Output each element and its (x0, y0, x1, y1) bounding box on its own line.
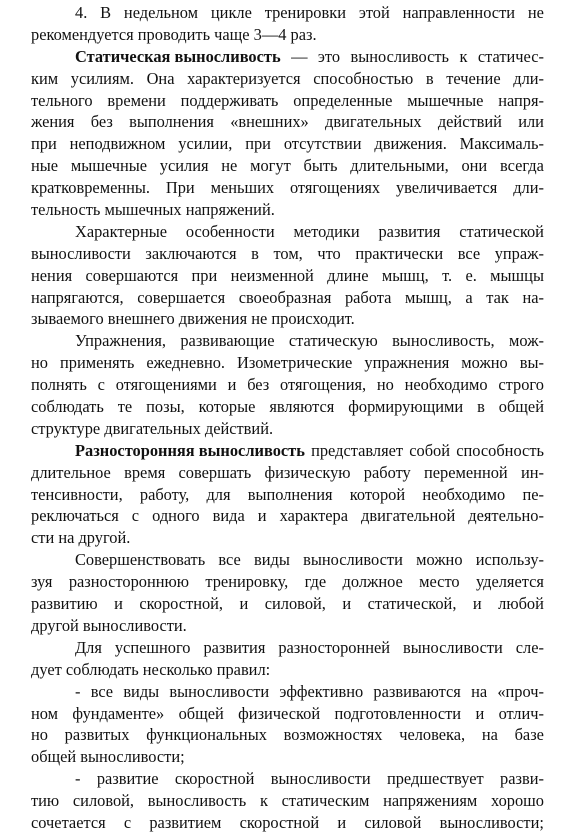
word: время (124, 462, 166, 482)
word: длительное (31, 462, 111, 482)
word: цикле (210, 3, 252, 22)
word: или (518, 112, 544, 132)
word: усилии, (178, 134, 233, 154)
word: движения (178, 309, 248, 329)
word: При (165, 178, 195, 198)
word: другой (31, 615, 79, 635)
word: развития (203, 637, 266, 657)
word: возможностях (283, 725, 383, 745)
word: внешнего (107, 309, 175, 329)
word: том, (273, 243, 303, 263)
word: и (114, 594, 123, 614)
word: развитием (149, 812, 222, 832)
word: выносливость (147, 791, 247, 811)
word: использу- (475, 550, 544, 570)
word: недельном (123, 3, 199, 22)
word: для (206, 484, 231, 504)
word: совершаются (85, 265, 179, 285)
word: переменной (424, 462, 508, 482)
word: напря- (498, 90, 544, 110)
word: в (477, 397, 485, 417)
word: нения (31, 265, 73, 285)
word: с (131, 506, 140, 526)
word: выносливости (403, 637, 503, 657)
word: действий. (204, 418, 274, 438)
word: — (291, 46, 308, 66)
word: несколько (142, 659, 213, 679)
word: поддерживать (180, 90, 279, 110)
word: силовой, (72, 791, 135, 811)
word: выносливости (303, 550, 403, 570)
text-line (31, 593, 544, 615)
word: неподвижном (69, 134, 166, 154)
text-line (31, 746, 544, 768)
word: которой (349, 484, 406, 504)
word: при (245, 134, 271, 154)
word: мышечных (104, 200, 182, 220)
word: эффективно (279, 681, 364, 701)
word: где (304, 572, 327, 592)
word: к (259, 791, 268, 811)
text-line (31, 484, 544, 506)
word: тию (31, 791, 60, 811)
word: своеобразная (238, 287, 332, 307)
word: дли- (513, 178, 544, 198)
word: являются (269, 397, 335, 417)
word: и (472, 594, 482, 614)
word: формирующими (348, 397, 464, 417)
word: скоростной (239, 812, 320, 832)
word: успешного (114, 637, 191, 657)
text-line (31, 571, 544, 593)
word: отсутствии (283, 134, 362, 154)
text-line (31, 418, 544, 440)
text-line (31, 330, 544, 352)
word: двигательных (325, 112, 422, 132)
text-line (31, 549, 544, 571)
word: течение (446, 68, 501, 88)
word: позы, (146, 397, 185, 417)
word: тельность (31, 200, 101, 220)
word: выносливости (169, 681, 270, 701)
word: можно (461, 353, 508, 373)
word: напрягаются, (31, 287, 124, 307)
word: отягощениями (115, 375, 217, 395)
word: правил: (216, 659, 271, 679)
word: статической, (367, 594, 457, 614)
word: могут (250, 156, 291, 176)
word: выносливости (270, 769, 371, 789)
word: работа (344, 287, 392, 307)
word: мышечные (70, 156, 148, 176)
word: можно (416, 550, 463, 570)
word: скоростной, (139, 594, 224, 614)
word: характеризуется (187, 68, 301, 88)
text-line (31, 527, 544, 549)
word: действий (437, 112, 502, 132)
word: Она (146, 68, 175, 88)
word: всегда (499, 156, 544, 176)
word: способность (456, 440, 544, 460)
word: раз. (290, 24, 317, 44)
word: Изометрические (237, 353, 353, 373)
word: определенные (293, 90, 393, 110)
word: с (97, 375, 105, 395)
word: выносливость (350, 46, 450, 66)
word: отягощениях (289, 178, 381, 198)
word: «проч- (497, 681, 544, 701)
text-line (31, 155, 544, 177)
word: полнять (31, 375, 87, 395)
word: те (117, 397, 133, 417)
word: Максималь- (459, 134, 544, 154)
word: развитие (96, 769, 159, 789)
word: без (247, 375, 270, 395)
word: сти (31, 528, 55, 548)
word: характера (279, 506, 348, 526)
word: усилиям. (70, 68, 134, 88)
word: этой (358, 3, 390, 22)
word: но (31, 725, 48, 745)
word: 4. (75, 3, 88, 22)
text-line (31, 243, 544, 265)
word: вида (212, 506, 245, 526)
text-line (31, 462, 544, 484)
text-line (31, 724, 544, 746)
word: практически (355, 243, 444, 263)
word: происходит. (271, 309, 355, 329)
word: на (58, 528, 75, 548)
word: статическим (281, 791, 370, 811)
word: статическую (288, 331, 378, 351)
word: работу (363, 462, 411, 482)
word: методики (293, 221, 360, 241)
word: которые (198, 397, 256, 417)
text-line (31, 133, 544, 155)
word: разносторонней (278, 637, 391, 657)
word: выносливости (31, 243, 131, 263)
word: ном (31, 703, 59, 723)
word: выносливости; (80, 747, 185, 767)
word: не (527, 3, 544, 22)
word: Характерные (75, 221, 168, 241)
word: а (465, 287, 473, 307)
word: двигательных (104, 418, 201, 438)
word: сле- (515, 637, 544, 657)
word: мышц, (404, 287, 452, 307)
word: все (218, 550, 241, 570)
bold-term: Статическая выносливость (75, 46, 281, 66)
word: скоростной (174, 769, 255, 789)
word: деятельно- (468, 506, 544, 526)
word: одного (152, 506, 200, 526)
word: силовой, (264, 594, 326, 614)
word: статической (459, 221, 544, 241)
word: выносливости; (439, 812, 544, 832)
word: необходимо (422, 484, 506, 504)
text-line (31, 265, 544, 287)
word: на- (522, 287, 544, 307)
word: заключаются (145, 243, 237, 263)
word: напряжений. (185, 200, 275, 220)
word: совершается (137, 287, 226, 307)
word: человека, (399, 725, 466, 745)
word: зуя (31, 572, 53, 592)
word: и (475, 703, 485, 723)
word: отягощения, (280, 375, 367, 395)
word: это (317, 46, 341, 66)
word: работу, (139, 484, 190, 504)
word: напряжениям (383, 791, 478, 811)
word: особенности (185, 221, 275, 241)
word: ин- (520, 462, 544, 482)
word: и (239, 594, 249, 614)
word: не (221, 156, 238, 176)
word: мышечные (407, 90, 484, 110)
word: собой (409, 440, 451, 460)
word: усилия (159, 156, 209, 176)
word: применять (60, 353, 135, 373)
text-line (31, 352, 544, 374)
text-line (31, 790, 544, 812)
text-line (31, 68, 544, 90)
word: рекомендуется (31, 24, 134, 44)
word: зываемого (31, 309, 104, 329)
word: в (425, 68, 434, 88)
text-line (31, 637, 544, 659)
word: физической (238, 703, 321, 723)
word: выполнения (129, 112, 214, 132)
word: статичес- (477, 46, 544, 66)
text-line (31, 111, 544, 133)
word: развитию (31, 594, 98, 614)
word: необходимо (404, 375, 488, 395)
word: проводить (137, 24, 211, 44)
word: дли- (513, 68, 544, 88)
word: но (31, 353, 48, 373)
word: способностью (313, 68, 414, 88)
text-line (31, 24, 544, 46)
word: длине (327, 265, 369, 285)
word: совершать (178, 462, 252, 482)
word: и (257, 506, 267, 526)
word: тренировки (264, 3, 346, 22)
word: уделяется (475, 572, 544, 592)
bold-term: Разносторонняя выносливость (75, 440, 305, 460)
word: ким (31, 68, 59, 88)
word: строго (498, 375, 544, 395)
text-line (31, 396, 544, 418)
word: упражнения (364, 353, 450, 373)
word: физическую (264, 462, 351, 482)
word: что (317, 243, 341, 263)
word: ежедневно. (146, 353, 226, 373)
word: т. (442, 265, 453, 285)
text-line (31, 2, 544, 24)
word: структуре (31, 418, 101, 438)
word: Совершенствовать (75, 550, 206, 570)
word: неизменной (230, 265, 314, 285)
text-line (31, 440, 544, 462)
text-line (31, 221, 544, 243)
text-line (31, 812, 544, 834)
text-line (31, 768, 544, 790)
word: кратковременны. (31, 178, 151, 198)
word: разви- (500, 769, 544, 789)
word: меньших (210, 178, 275, 198)
text-line (31, 177, 544, 199)
word: тенсивности, (31, 484, 123, 504)
word: мож- (509, 331, 544, 351)
word: направленности (402, 3, 516, 22)
word: виды (123, 681, 160, 701)
word: соблюдать (65, 659, 139, 679)
word: жения (31, 112, 75, 132)
word: другой. (78, 528, 131, 548)
text-line (31, 287, 544, 309)
word: при (31, 134, 57, 154)
word: с (123, 812, 132, 832)
text-line (31, 615, 544, 637)
word: фундаменте» (72, 703, 165, 723)
word: в (251, 243, 259, 263)
word: тельного (31, 90, 93, 110)
word: так (486, 287, 509, 307)
word: отлич- (498, 703, 544, 723)
word: пе- (522, 484, 544, 504)
word: выносливости. (82, 615, 187, 635)
word: любой (498, 594, 544, 614)
word: увеличивается (395, 178, 498, 198)
text-line (31, 46, 544, 68)
word: и (337, 812, 347, 832)
word: подготовленности (334, 703, 462, 723)
word: длительными, (350, 156, 449, 176)
word: вы- (519, 353, 544, 373)
text-line (31, 659, 544, 681)
word: Упражнения, (75, 331, 166, 351)
word: не (251, 309, 268, 329)
word: ные (31, 156, 59, 176)
word: времени (107, 90, 166, 110)
word: двигательной (361, 506, 456, 526)
word: Для (75, 637, 102, 657)
word: и (342, 594, 352, 614)
word: соблюдать (31, 397, 104, 417)
word: мышц, (381, 265, 429, 285)
word: хорошо (491, 791, 544, 811)
word: «внешних» (230, 112, 309, 132)
text-line (31, 374, 544, 396)
word: быть (303, 156, 338, 176)
word: - (75, 681, 81, 701)
word: представляет (311, 440, 404, 460)
text-line (31, 90, 544, 112)
text-line (31, 681, 544, 703)
word: должное (342, 572, 403, 592)
word: виды (254, 550, 290, 570)
word: предшествует (386, 769, 484, 789)
text-line (31, 703, 544, 725)
word: развитых (64, 725, 130, 745)
word: 3—4 (253, 24, 287, 44)
word: без (90, 112, 113, 132)
word: мышцы (490, 265, 544, 285)
word: разностороннюю (68, 572, 189, 592)
word: сочетается (31, 812, 106, 832)
word: развивающие (180, 331, 275, 351)
word: базе (514, 725, 544, 745)
word: они (461, 156, 488, 176)
word: общей (31, 747, 77, 767)
text-line (31, 505, 544, 527)
word: место (419, 572, 460, 592)
word: все (457, 243, 481, 263)
document-page (31, 2, 544, 834)
word: и (227, 375, 237, 395)
word: тренировку, (205, 572, 289, 592)
word: - (75, 769, 81, 789)
word: упраж- (494, 243, 544, 263)
word: выполнения (247, 484, 333, 504)
word: при (191, 265, 218, 285)
word: е. (465, 265, 477, 285)
word: реключаться (31, 506, 119, 526)
text-line (31, 308, 544, 330)
text-line (31, 199, 544, 221)
word: силовой (364, 812, 422, 832)
word: но (376, 375, 394, 395)
word: выносливость, (392, 331, 495, 351)
word: дует (31, 659, 62, 679)
word: к (459, 46, 468, 66)
word: развития (378, 221, 441, 241)
word: В (100, 3, 112, 22)
word: функциональных (146, 725, 267, 745)
word: развиваются (373, 681, 461, 701)
word: все (90, 681, 114, 701)
word: чаще (214, 24, 250, 44)
word: на (481, 725, 498, 745)
word: общей (178, 703, 224, 723)
word: общей (498, 397, 544, 417)
word: на (471, 681, 488, 701)
word: движения. (374, 134, 447, 154)
